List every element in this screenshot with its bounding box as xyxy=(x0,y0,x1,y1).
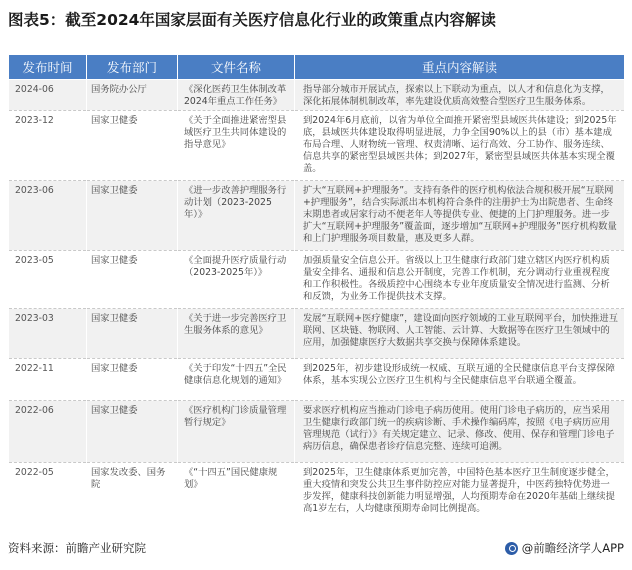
cell-dept: 国家发改委、国务院 xyxy=(87,463,178,533)
cell-content: 发展“互联网+医疗健康”，建设面向医疗领域的工业互联网平台，加快推进互联网、区块链、物联网、人工智能、云计算、大数据等在医疗卫生领域中的应用，加强健康医疗大数据共享交换与保障体系建设。 xyxy=(295,309,625,359)
cell-dept: 国家卫健委 xyxy=(87,401,178,463)
cell-dept: 国家卫健委 xyxy=(87,181,178,251)
cell-date: 2023-05 xyxy=(9,251,87,309)
column-header-content: 重点内容解读 xyxy=(295,55,625,80)
column-header-dept: 发布部门 xyxy=(87,55,178,80)
cell-content: 到2025年，卫生健康体系更加完善，中国特色基本医疗卫生制度逐步健全，重大疫情和突发公共卫生事件防控应对能力显著提升，中医药独特优势进一步发挥，健康科技创新能力明显增强，人均预期寿命在2020年基础上继续提高1岁左右，人均健康预期寿命同比例提高。 xyxy=(295,463,625,533)
cell-dept: 国家卫健委 xyxy=(87,251,178,309)
cell-date: 2022-06 xyxy=(9,401,87,463)
cell-content: 加强质量安全信息公开。省级以上卫生健康行政部门建立辖区内医疗机构质量安全排名、通报和信息公开制度，完善工作机制，充分调动行业重视程度和工作积极性。各级质控中心围绕本专业年度质量安全情况进行监测、分析和反馈，为业务工作提供技术支撑。 xyxy=(295,251,625,309)
cell-doc: 《医疗机构门诊质量管理暂行规定》 xyxy=(178,401,295,463)
brand-logo-icon xyxy=(505,542,518,555)
cell-content: 扩大“互联网+护理服务”。支持有条件的医疗机构依法合规积极开展“互联网+护理服务”，结合实际派出本机构符合条件的注册护士为出院患者、生命终末期患者或居家行动不便老年人等提供专业、便捷的上门护理服务。进一步扩大“互联网+护理服务”覆盖面，逐步增加“互联网+护理服务”医疗机构数量和上门护理服务项目数量，惠及更多人群。 xyxy=(295,181,625,251)
cell-date: 2024-06 xyxy=(9,80,87,111)
table-row xyxy=(9,401,625,463)
table-header-row xyxy=(9,55,625,80)
cell-dept: 国家卫健委 xyxy=(87,359,178,401)
cell-date: 2022-11 xyxy=(9,359,87,401)
cell-dept: 国家卫健委 xyxy=(87,111,178,181)
table-row xyxy=(9,80,625,111)
table-row xyxy=(9,359,625,401)
table-row xyxy=(9,463,625,533)
table-row xyxy=(9,181,625,251)
source-note: 资料来源：前瞻产业研究院 xyxy=(8,541,146,555)
cell-content: 到2025年，初步建设形成统一权威、互联互通的全民健康信息平台支撑保障体系，基本实现公立医疗卫生机构与全民健康信息平台联通全覆盖。 xyxy=(295,359,625,401)
table-row xyxy=(9,111,625,181)
cell-doc: 《深化医药卫生体制改革2024年重点工作任务》 xyxy=(178,80,295,111)
cell-doc: 《关于印发“十四五”全民健康信息化规划的通知》 xyxy=(178,359,295,401)
cell-date: 2023-12 xyxy=(9,111,87,181)
cell-date: 2023-03 xyxy=(9,309,87,359)
column-header-doc: 文件名称 xyxy=(178,55,295,80)
column-header-date: 发布时间 xyxy=(9,55,87,80)
cell-content: 到2024年6月底前，以省为单位全面推开紧密型县域医共体建设；到2025年底，县域医共体建设取得明显进展，力争全国90%以上的县（市）基本建成布局合理、人财物统一管理、权责清晰、运行高效、分工协作、服务连续、信息共享的紧密型县域医共体；到2027年，紧密型县域医共体基本实现全覆盖。 xyxy=(295,111,625,181)
table-row xyxy=(9,309,625,359)
cell-content: 要求医疗机构应当推动门诊电子病历使用。使用门诊电子病历的，应当采用卫生健康行政部门统一的疾病诊断、手术操作编码库，按照《电子病历应用管理规范（试行）》有关规定建立、记录、修改、使用、保存和管理门诊电子病历信息，确保患者诊疗信息完整、连续可追溯。 xyxy=(295,401,625,463)
table-row xyxy=(9,251,625,309)
brand-label: @前瞻经济学人APP xyxy=(521,541,624,555)
cell-content: 指导部分城市开展试点，探索以上下联动为重点，以人才和信息化为支撑，深化拓展体制机制改革，率先建设优质高效整合型医疗卫生服务体系。 xyxy=(295,80,625,111)
cell-date: 2022-05 xyxy=(9,463,87,533)
cell-doc: 《全面提升医疗质量行动（2023-2025年）》 xyxy=(178,251,295,309)
policy-table xyxy=(8,54,625,533)
cell-dept: 国家卫健委 xyxy=(87,309,178,359)
cell-dept: 国务院办公厅 xyxy=(87,80,178,111)
page-title: 图表5：截至2024年国家层面有关医疗信息化行业的政策重点内容解读 xyxy=(8,11,496,29)
cell-doc: 《关于全面推进紧密型县域医疗卫生共同体建设的指导意见》 xyxy=(178,111,295,181)
cell-doc: 《进一步改善护理服务行动计划（2023-2025年）》 xyxy=(178,181,295,251)
cell-doc: 《“十四五”国民健康规划》 xyxy=(178,463,295,533)
cell-doc: 《关于进一步完善医疗卫生服务体系的意见》 xyxy=(178,309,295,359)
brand-credit xyxy=(505,540,624,556)
cell-date: 2023-06 xyxy=(9,181,87,251)
